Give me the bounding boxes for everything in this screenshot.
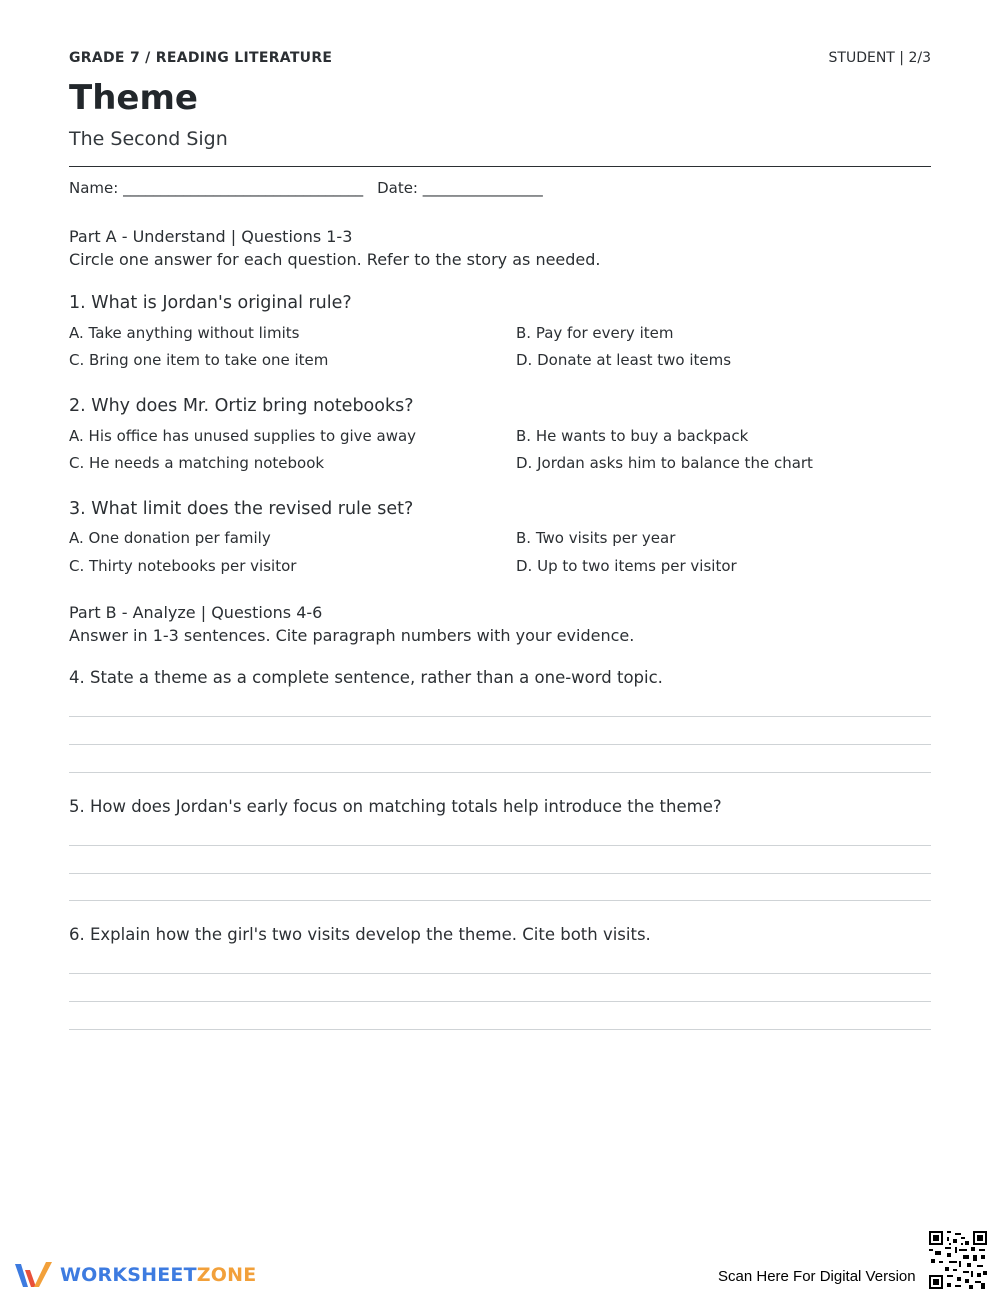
part-a-header [69,225,601,271]
part-a-instructions: Circle one answer for each question. Refer to the story as needed. [69,250,601,269]
question-6: 6. Explain how the girl's two visits develop the theme. Cite both visits. [69,925,651,944]
question-4: 4. State a theme as a complete sentence, rather than a one-word topic. [69,668,663,687]
brand-name-part2: ZONE [196,1264,257,1286]
answer-line[interactable] [69,744,931,745]
answer-line[interactable] [69,716,931,717]
scan-label: Scan Here For Digital Version [718,1268,916,1285]
q2-option-b[interactable]: B. He wants to buy a backpack [516,427,749,445]
header-divider [69,166,931,167]
answer-line[interactable] [69,973,931,974]
q2-option-a[interactable]: A. His office has unused supplies to give away [69,427,417,445]
q3-option-c[interactable]: C. Thirty notebooks per visitor [69,557,297,575]
question-5: 5. How does Jordan's early focus on matching totals help introduce the theme? [69,797,722,816]
q1-option-d[interactable]: D. Donate at least two items [516,351,732,369]
page-indicator: STUDENT | 2/3 [828,50,931,66]
question-3: 3. What limit does the revised rule set? [69,499,414,519]
page-title: Theme [69,78,198,118]
brand-name [60,1264,256,1286]
part-b-heading: Part B - Analyze | Questions 4-6 [69,603,323,622]
question-1: 1. What is Jordan's original rule? [69,293,352,313]
name-date-fields [69,179,557,197]
brand-name-part1: WORKSHEET [60,1264,197,1286]
answer-line[interactable] [69,772,931,773]
part-b-header [69,601,634,647]
part-a-heading: Part A - Understand | Questions 1-3 [69,227,353,246]
q2-option-c[interactable]: C. He needs a matching notebook [69,454,325,472]
q1-option-a[interactable]: A. Take anything without limits [69,324,300,342]
story-title: The Second Sign [69,128,228,150]
answer-line[interactable] [69,900,931,901]
date-field[interactable]: Date: ________________ [377,179,543,197]
qr-code-icon[interactable] [929,1231,987,1289]
answer-line[interactable] [69,1029,931,1030]
part-b-instructions: Answer in 1-3 sentences. Cite paragraph numbers with your evidence. [69,626,635,645]
worksheetzone-w-icon [14,1260,54,1290]
q3-option-d[interactable]: D. Up to two items per visitor [516,557,737,575]
q2-option-d[interactable]: D. Jordan asks him to balance the chart [516,454,813,472]
q3-option-a[interactable]: A. One donation per family [69,529,271,547]
answer-line[interactable] [69,873,931,874]
q1-option-c[interactable]: C. Bring one item to take one item [69,351,329,369]
worksheetzone-logo [14,1260,256,1290]
q3-option-b[interactable]: B. Two visits per year [516,529,676,547]
grade-subject-label: GRADE 7 / READING LITERATURE [69,50,333,66]
answer-line[interactable] [69,1001,931,1002]
question-2: 2. Why does Mr. Ortiz bring notebooks? [69,396,414,416]
answer-line[interactable] [69,845,931,846]
q1-option-b[interactable]: B. Pay for every item [516,324,674,342]
name-field[interactable]: Name: ________________________________ [69,179,364,197]
